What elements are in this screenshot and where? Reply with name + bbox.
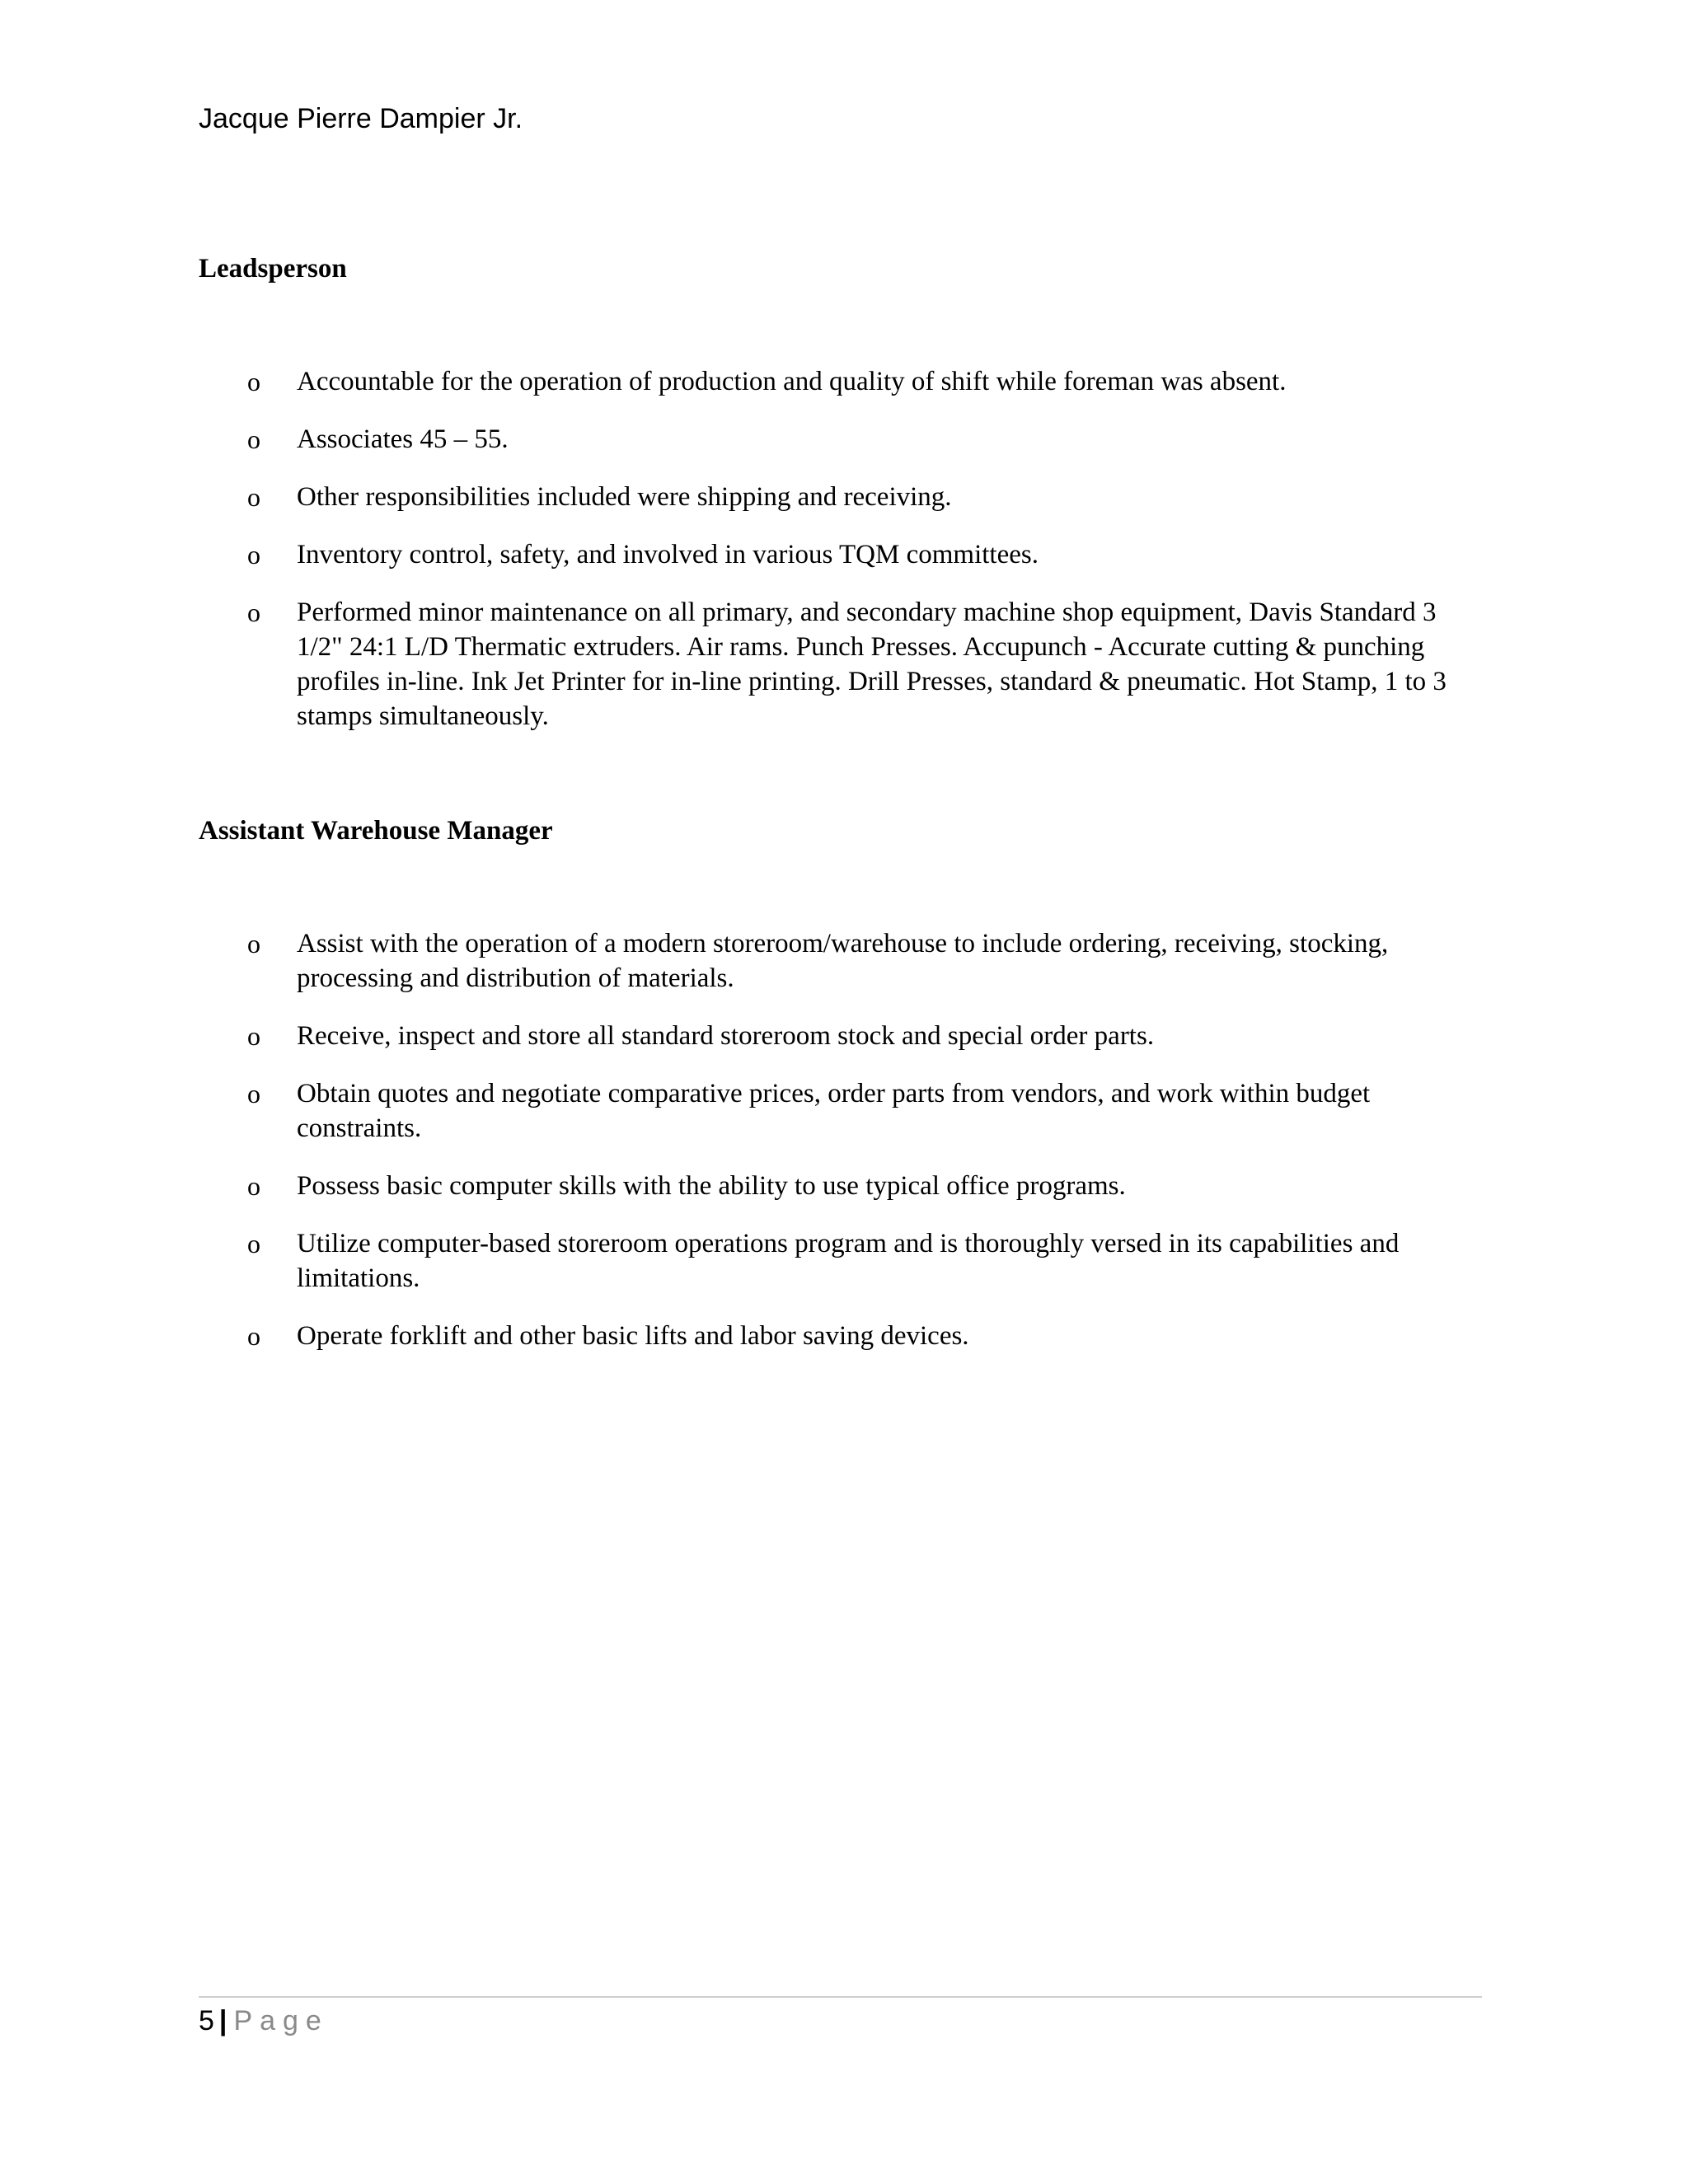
list-item <box>199 1319 1484 1353</box>
page-footer <box>199 2003 329 2039</box>
section-title: Assistant Warehouse Manager <box>199 816 553 846</box>
list-item-text: Assist with the operation of a modern storeroom/warehouse to include ordering, receiving, stocking, processing and distribution of materials. <box>297 929 1389 993</box>
bullet-marker: o <box>247 482 260 512</box>
list-item-text: Inventory control, safety, and involved in various TQM committees. <box>297 540 1039 569</box>
bullet-marker: o <box>247 598 260 627</box>
section-title: Leadsperson <box>199 254 347 284</box>
bullet-marker: o <box>247 929 260 958</box>
list-item-text: Performed minor maintenance on all primary, and secondary machine shop equipment, Davis Standard 3 1/2" 24:1 L/D Thermatic extruders. Air rams. Punch Presses. Accupunch - Accurate cutting & punching profiles in-line. Ink Jet Printer for in-line printing. Drill Presses, standard & pneumatic. Hot Stamp, 1 to 3 stamps simultaneously. <box>297 598 1447 731</box>
document-header-name: Jacque Pierre Dampier Jr. <box>199 103 523 134</box>
list-item <box>199 537 1484 572</box>
footer-divider <box>199 1996 1482 1998</box>
list-item <box>199 364 1484 399</box>
list-item <box>199 1226 1484 1296</box>
bullet-marker: o <box>247 1021 260 1051</box>
list-item <box>199 926 1484 996</box>
list-item-text: Other responsibilities included were shipping and receiving. <box>297 482 952 512</box>
list-item-text: Receive, inspect and store all standard storeroom stock and special order parts. <box>297 1021 1155 1051</box>
list-item <box>199 1169 1484 1203</box>
list-item-text: Obtain quotes and negotiate comparative prices, order parts from vendors, and work within budget constraints. <box>297 1079 1371 1143</box>
bullet-marker: o <box>247 540 260 569</box>
list-item-text: Associates 45 – 55. <box>297 424 509 454</box>
page-label: Page <box>233 2005 329 2036</box>
bullet-marker: o <box>247 1171 260 1201</box>
bullet-marker: o <box>247 1229 260 1258</box>
list-item <box>199 595 1484 733</box>
list-item <box>199 1019 1484 1053</box>
list-item <box>199 480 1484 514</box>
bullet-marker: o <box>247 424 260 454</box>
footer-separator: | <box>218 2005 227 2036</box>
page-number: 5 <box>199 2005 214 2036</box>
section-assistant-warehouse-manager <box>199 814 1484 1351</box>
section-leadsperson <box>199 252 1484 731</box>
bullet-list <box>199 364 1484 757</box>
list-item-text: Utilize computer-based storeroom operations program and is thoroughly versed in its capabilities and limitations. <box>297 1229 1400 1293</box>
bullet-marker: o <box>247 367 260 396</box>
list-item-text: Possess basic computer skills with the ability to use typical office programs. <box>297 1171 1126 1201</box>
bullet-marker: o <box>247 1321 260 1351</box>
list-item <box>199 1076 1484 1146</box>
bullet-marker: o <box>247 1079 260 1108</box>
bullet-list <box>199 926 1484 1376</box>
list-item-text: Accountable for the operation of production and quality of shift while foreman was absent. <box>297 367 1287 396</box>
list-item-text: Operate forklift and other basic lifts and labor saving devices. <box>297 1321 969 1351</box>
list-item <box>199 422 1484 457</box>
